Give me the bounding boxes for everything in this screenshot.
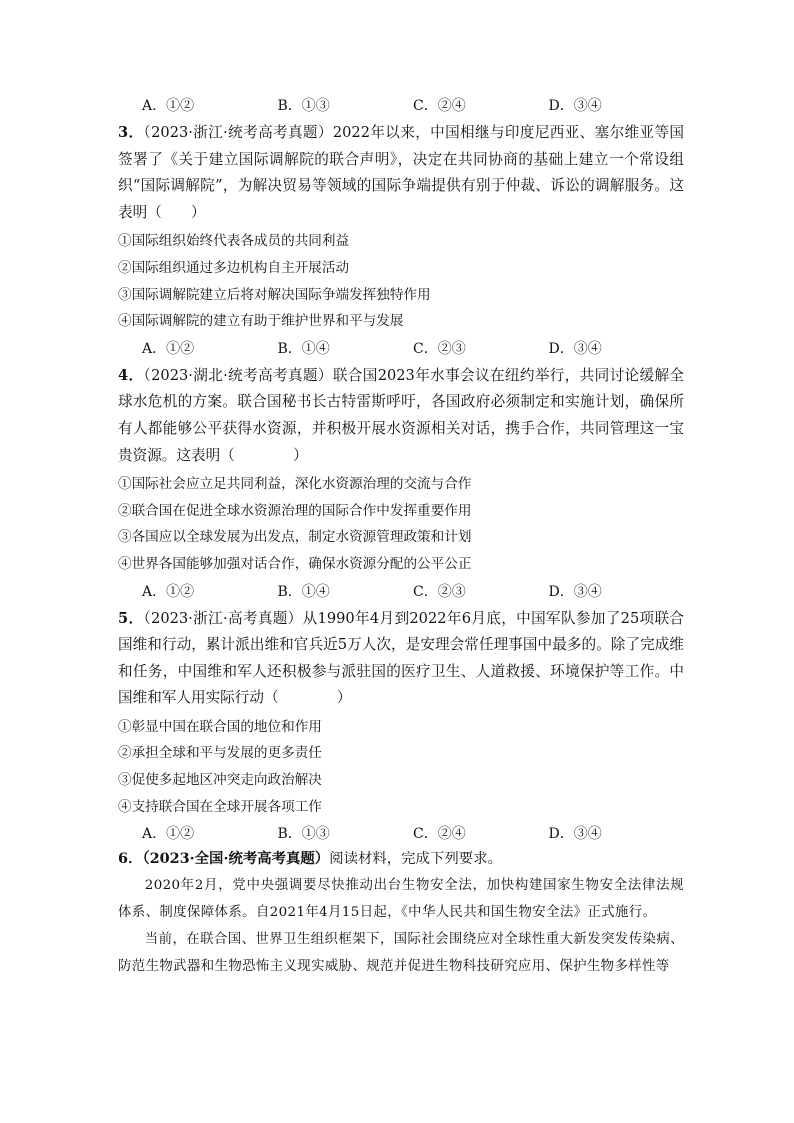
option-c[interactable]: C．②③ [413,340,466,357]
choice-4: ④世界各国能够加强对话合作，确保水资源分配的公平公正 [118,555,472,572]
answer-options [142,578,684,604]
question-stem: 阅读材料，完成下列要求。 [329,851,502,868]
question-6 [118,846,684,980]
option-c[interactable]: C．②④ [413,98,466,114]
question-number: 5． [118,609,144,627]
choice-3: ③各国应以全球发展为出发点，制定水资源管理政策和计划 [118,529,472,546]
question-stem: （2023·浙江·高考真题）从1990年4月到2022年6月底，中国军队参加了25项联合国维和行动，累计派出维和官兵近5万人次，是安理会常任理事国中最多的。除了完成维和任务，中国维和军人还积极参与派驻国的医疗卫生、人道救援、环境保护等工作。中国维和军人用实际行动（ ） [118,609,685,707]
question-5 [118,606,684,847]
choice-4: ④支持联合国在全球开展各项工作 [118,798,322,815]
material-paragraph-2: 当前，在联合国、世界卫生组织框架下，国际社会围绕应对全球性重大新发突发传染病、防范生物武器和生物恐怖主义现实威胁、规范并促进生物科技研究应用、保护生物多样性等 [118,932,684,975]
choice-3: ③促使多起地区冲突走向政治解决 [118,772,322,789]
choice-3: ③国际调解院建立后将对解决国际争端发挥独特作用 [118,286,431,303]
option-b[interactable]: B．①③ [277,826,330,843]
question-3 [118,120,684,361]
answer-options [142,820,684,846]
choice-1: ①国际社会应立足共同利益，深化水资源治理的交流与合作 [118,476,472,493]
option-c[interactable]: C．②④ [413,826,466,843]
option-b[interactable]: B．①③ [277,98,330,114]
question-source: （2023·全国·统考高考真题） [142,850,330,868]
choice-2: ②国际组织通过多边机构自主开展活动 [118,259,350,276]
choice-2: ②联合国在促进全球水资源治理的国际合作中发挥重要作用 [118,502,472,519]
option-d[interactable]: D．③④ [548,340,602,357]
option-a[interactable]: A．①② [142,340,195,357]
option-c[interactable]: C．②③ [413,583,466,600]
choice-1: ①国际组织始终代表各成员的共同利益 [118,233,350,250]
option-d[interactable]: D．③④ [548,98,602,114]
choice-1: ①彰显中国在联合国的地位和作用 [118,718,322,735]
choice-4: ④国际调解院的建立有助于维护世界和平与发展 [118,313,404,330]
option-d[interactable]: D．③④ [548,583,602,600]
question-stem: （2023·浙江·统考高考真题）2022年以来，中国相继与印度尼西亚、塞尔维亚等国签署了《关于建立国际调解院的联合声明》，决定在共同协商的基础上建立一个常设组织“国际调解院”，为解决贸易等领域的国际争端提供有别于仲裁、诉讼的调解服务。这表明（ ） [118,124,684,221]
option-b[interactable]: B．①④ [277,583,330,600]
question-number: 6． [118,850,143,868]
option-b[interactable]: B．①④ [277,340,330,357]
option-a[interactable]: A．①② [142,98,195,114]
option-a[interactable]: A．①② [142,826,195,843]
question-4 [118,363,684,604]
question-number: 4． [118,366,144,384]
question-number: 3． [118,124,144,141]
q2-options [142,92,684,118]
question-list [118,92,684,980]
option-a[interactable]: A．①② [142,583,195,600]
material-paragraph-1: 2020年2月，党中央强调要尽快推动出台生物安全法，加快构建国家生物安全法律法规体系、制度保障体系。自2021年4月15日起，《中华人民共和国生物安全法》正式施行。 [118,878,684,921]
option-d[interactable]: D．③④ [548,826,602,843]
question-stem: （2023·湖北·统考高考真题）联合国2023年水事会议在纽约举行，共同讨论缓解全球水危机的方案。联合国秘书长古特雷斯呼吁，各国政府必须制定和实施计划，确保所有人都能够公平获得水资源，并积极开展水资源相关对话，携手合作，共同管理这一宝贵资源。这表明（ ） [118,366,684,464]
answer-options [142,335,684,361]
choice-2: ②承担全球和平与发展的更多责任 [118,745,322,762]
